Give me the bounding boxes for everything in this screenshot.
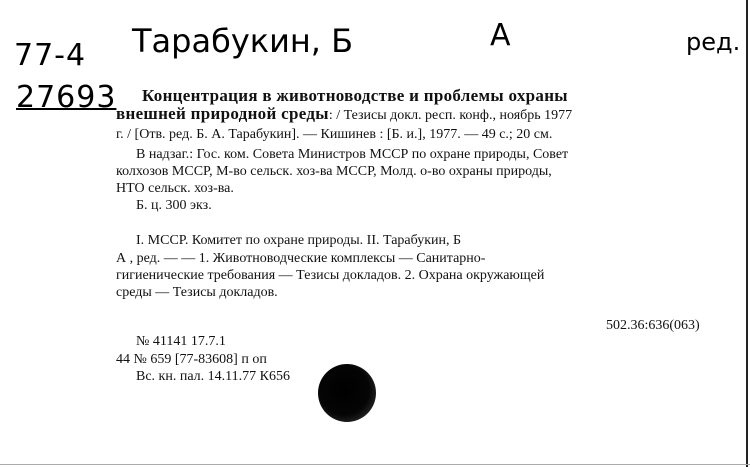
shelf-mark: 77-4 [14,38,87,73]
tech-line-1: № 41141 17.7.1 [136,334,226,349]
record-note-2: колхозов МССР, М-во сельск. хоз-ва МССР, Молд. о-во охраны природы, [116,164,552,179]
tracing-4: среды — Тезисы докладов. [116,285,278,300]
record-note-3: НТО сельск. хоз-ва. [116,181,234,196]
record-imprint: г. / [Отв. ред. Б. А. Тарабукин]. — Кишинев : [Б. и.], 1977. — 49 с.; 20 см. [116,127,553,142]
record-title-continuation: внешней природной среды [116,104,329,123]
record-subtitle: : / Тезисы докл. респ. конф., ноябрь 1977 [328,108,573,123]
record-price: Б. ц. 300 экз. [136,198,212,213]
inventory-number: 27693 [16,80,117,115]
ink-blot [318,364,376,422]
record-title-line2 [116,106,572,124]
udc-classification: 502.36:636(063) [606,318,700,333]
tech-line-2: 44 № 659 [77-83608] п оп [116,352,267,367]
tech-line-3: Вс. кн. пал. 14.11.77 К656 [136,369,290,384]
card-edge [746,0,748,467]
handwritten-initial: А [490,18,511,53]
handwritten-role: ред. [686,28,741,56]
handwritten-author: Тарабукин, Б [132,22,354,60]
tracing-1: I. МССР. Комитет по охране природы. II. Тарабукин, Б [136,233,462,248]
record-title: Концентрация в животноводстве и проблемы охраны [142,86,568,105]
card-bottom-edge [0,464,750,465]
tracing-2: А , ред. — — 1. Животноводческие комплексы — Санитарно- [116,251,486,266]
tracing-3: гигиенические требования — Тезисы докладов. 2. Охрана окружающей [116,268,545,283]
record-note-1: В надзаг.: Гос. ком. Совета Министров МССР по охране природы, Совет [136,147,569,162]
